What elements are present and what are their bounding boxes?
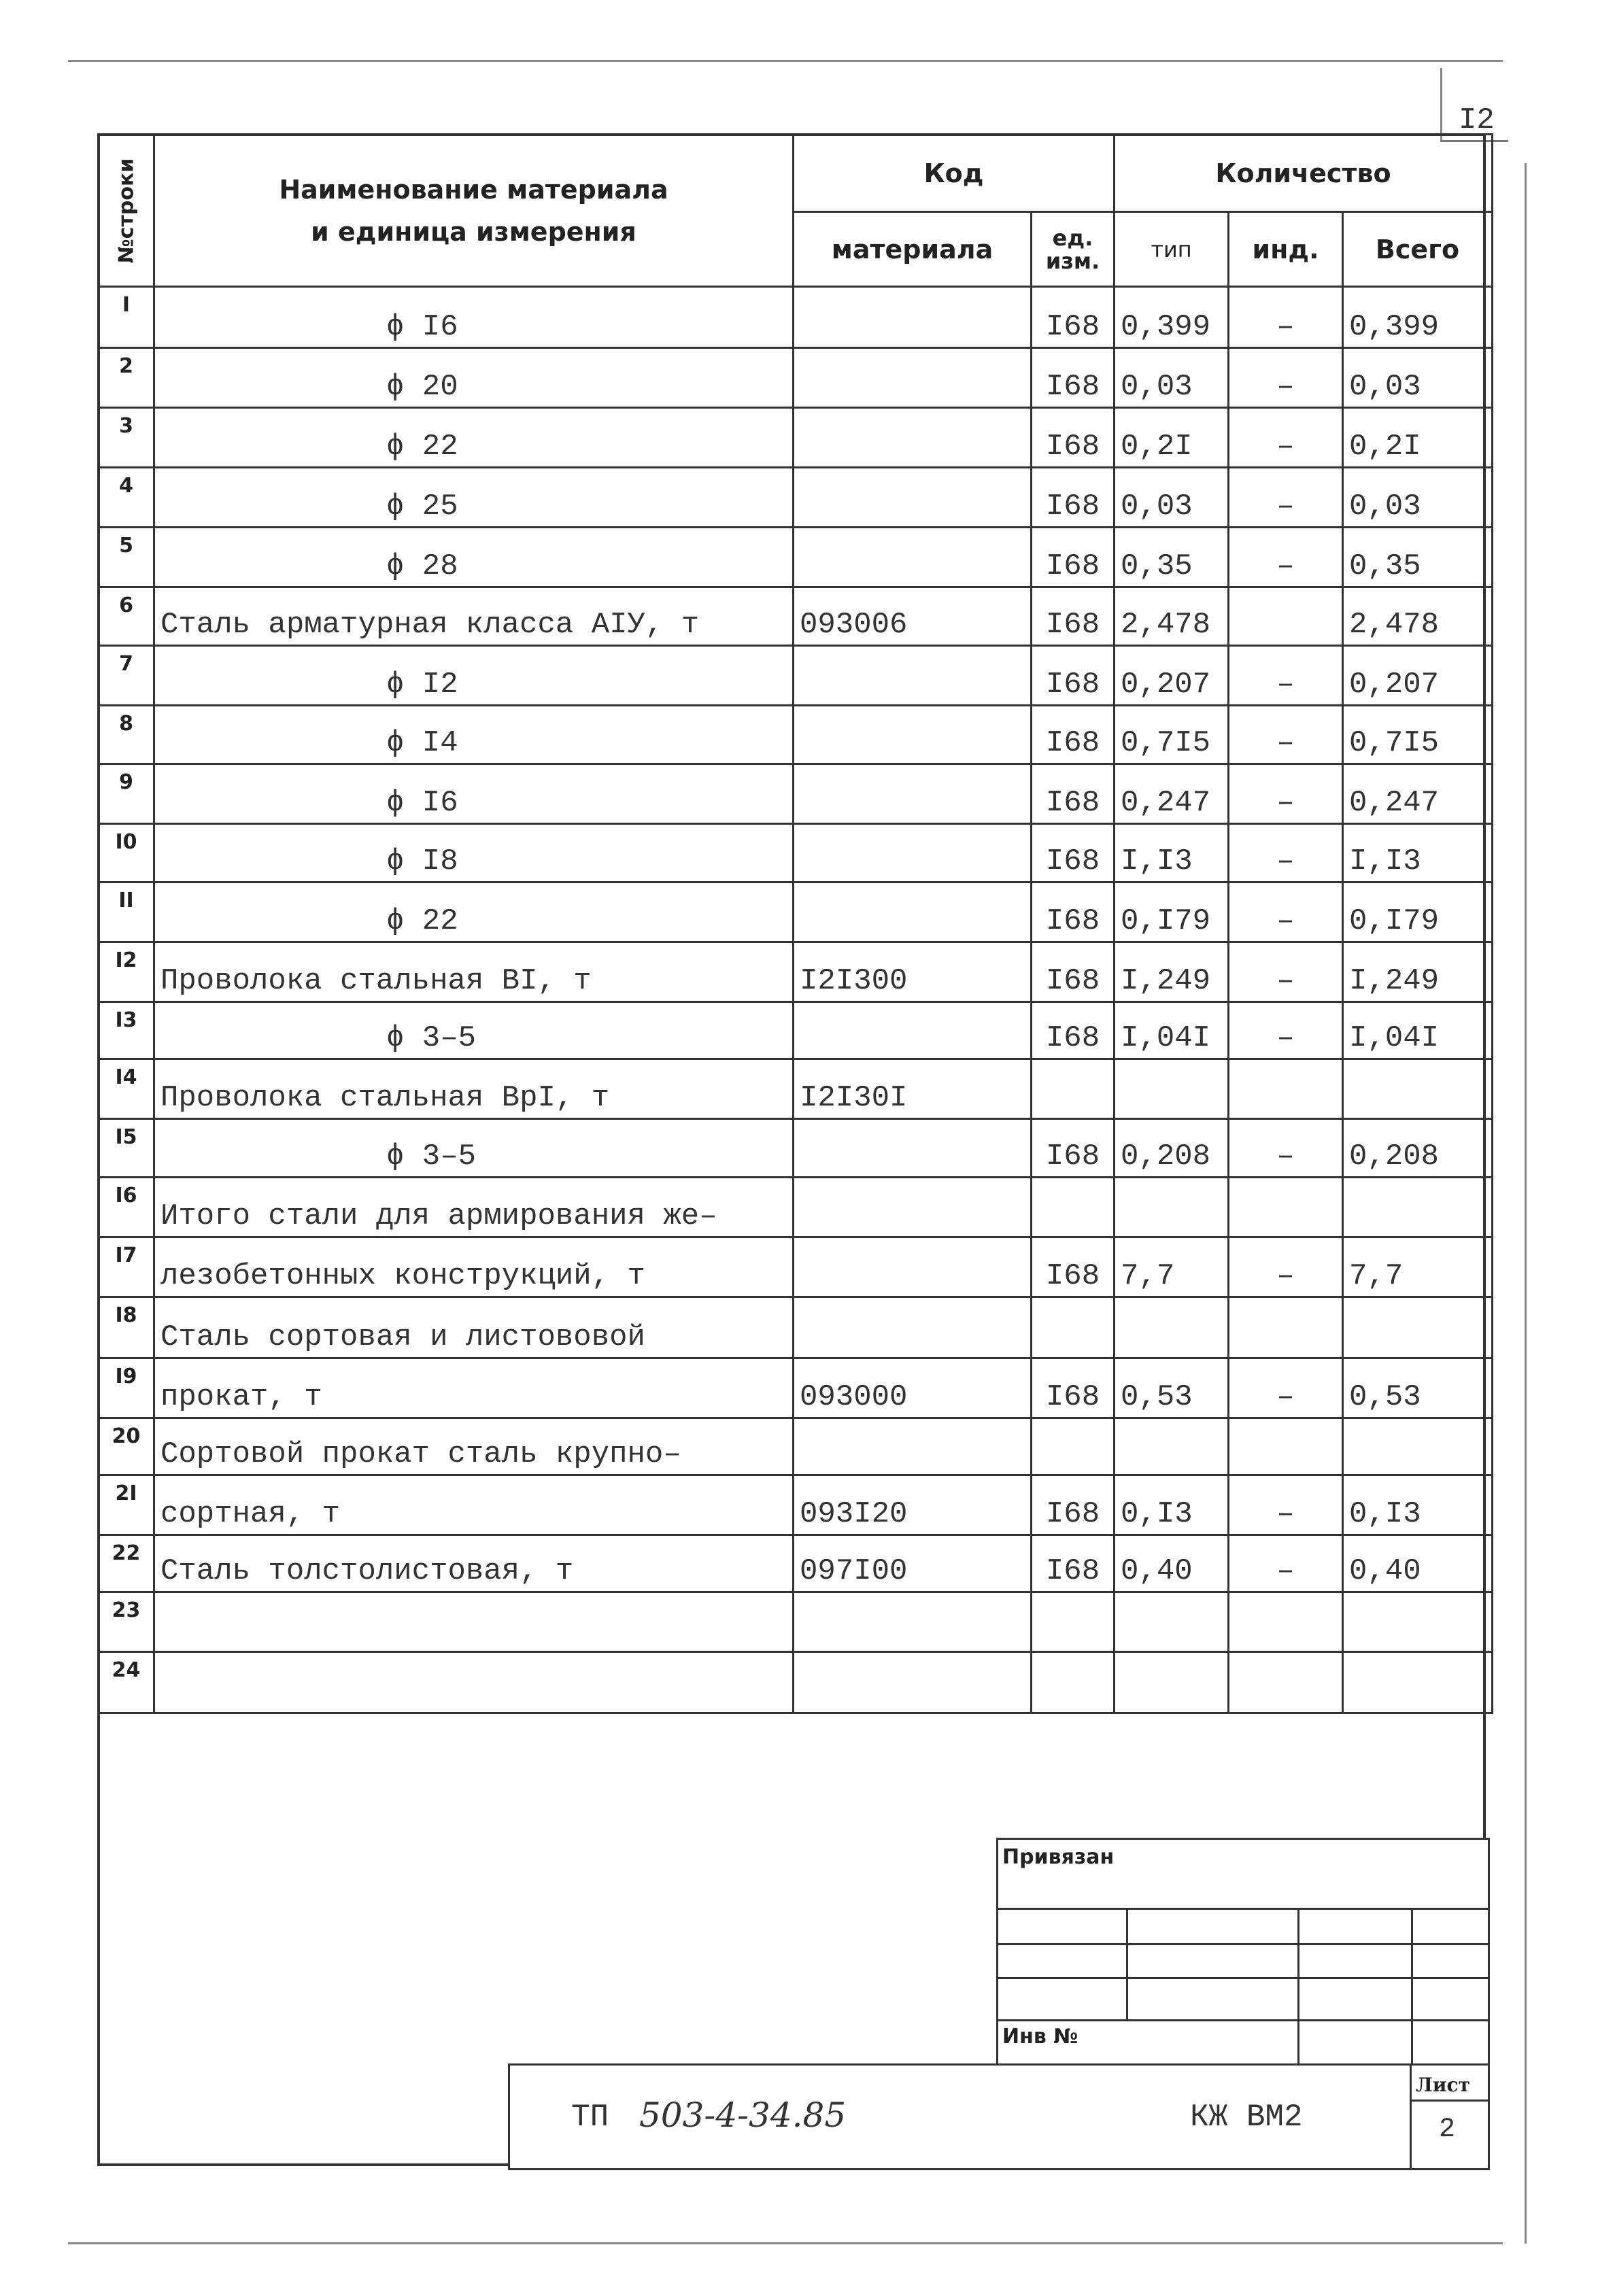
quantity-total-cell: I,I3 <box>1343 824 1493 883</box>
quantity-type-cell: I,I3 <box>1115 824 1229 883</box>
unit-code-cell: I68 <box>1032 706 1115 764</box>
material-name-cell <box>154 1652 794 1713</box>
row-number: I8 <box>99 1297 154 1358</box>
material-code-cell <box>794 883 1032 942</box>
unit-code-cell <box>1032 1059 1115 1119</box>
quantity-individual-cell: – <box>1229 1535 1343 1592</box>
quantity-total-cell: 0,247 <box>1343 764 1493 824</box>
table-row <box>99 1119 1493 1178</box>
materials-table-body <box>99 287 1493 1713</box>
row-number: I9 <box>99 1358 154 1418</box>
quantity-total-cell: 2,478 <box>1343 587 1493 646</box>
material-name-cell: ϕ 28 <box>154 528 794 587</box>
material-name-header-line2: и единица измерения <box>311 216 636 247</box>
quantity-individual-cell: – <box>1229 646 1343 706</box>
quantity-individual-cell <box>1229 1418 1343 1475</box>
quantity-type-cell: I,04I <box>1115 1002 1229 1059</box>
material-name-cell: ϕ 3–5 <box>154 1002 794 1059</box>
material-name-cell: Сталь толстолистовая, т <box>154 1535 794 1592</box>
quantity-type-cell: 2,478 <box>1115 587 1229 646</box>
table-row <box>99 942 1493 1002</box>
unit-code-cell: I68 <box>1032 1535 1115 1592</box>
table-row <box>99 1178 1493 1237</box>
row-number: I2 <box>99 942 154 1002</box>
row-number: 2 <box>99 348 154 408</box>
unit-code-cell: I68 <box>1032 1119 1115 1178</box>
unit-code-cell: I68 <box>1032 468 1115 528</box>
row-number: 4 <box>99 468 154 528</box>
quantity-type-cell: 0,2I <box>1115 408 1229 468</box>
quantity-type-cell <box>1115 1059 1229 1119</box>
unit-code-cell: I68 <box>1032 883 1115 942</box>
quantity-individual-cell: – <box>1229 706 1343 764</box>
material-code-cell <box>794 528 1032 587</box>
quantity-type-cell <box>1115 1652 1229 1713</box>
material-name-cell: Проволока стальная ВI, т <box>154 942 794 1002</box>
table-row <box>99 1059 1493 1119</box>
quantity-total-cell <box>1343 1178 1493 1237</box>
material-code-cell <box>794 1237 1032 1297</box>
material-name-cell: ϕ 22 <box>154 883 794 942</box>
quantity-type-cell <box>1115 1592 1229 1652</box>
quantity-total-cell: 0,7I5 <box>1343 706 1493 764</box>
scan-edge-right <box>1525 163 1527 2244</box>
quantity-type-cell <box>1115 1418 1229 1475</box>
table-row <box>99 764 1493 824</box>
table-row <box>99 1652 1493 1713</box>
material-name-cell: ϕ 20 <box>154 348 794 408</box>
unit-code-cell <box>1032 1418 1115 1475</box>
sheet-label: Лист <box>1416 2074 1470 2096</box>
quantity-type-cell: 0,208 <box>1115 1119 1229 1178</box>
material-name-cell: Сталь арматурная класса АIУ, т <box>154 587 794 646</box>
table-row <box>99 1475 1493 1535</box>
sheet-number-top: I2 <box>1459 103 1495 137</box>
quantity-type-cell: 0,247 <box>1115 764 1229 824</box>
quantity-type-cell: 0,207 <box>1115 646 1229 706</box>
table-row <box>99 587 1493 646</box>
material-name-cell: ϕ I6 <box>154 287 794 348</box>
material-code-cell <box>794 1592 1032 1652</box>
quantity-total-cell: 0,208 <box>1343 1119 1493 1178</box>
material-name-cell: Проволока стальная ВрI, т <box>154 1059 794 1119</box>
doc-mark: КЖ ВМ2 <box>1190 2100 1303 2135</box>
row-number: 5 <box>99 528 154 587</box>
quantity-type-cell: 7,7 <box>1115 1237 1229 1297</box>
quantity-type-cell: 0,40 <box>1115 1535 1229 1592</box>
quantity-individual-cell: – <box>1229 942 1343 1002</box>
row-number: I3 <box>99 1002 154 1059</box>
unit-code-cell: I68 <box>1032 646 1115 706</box>
quantity-individual-cell: – <box>1229 348 1343 408</box>
quantity-individual-cell: – <box>1229 1119 1343 1178</box>
material-name-cell: Сталь сортовая и листововой <box>154 1297 794 1358</box>
unit-code-cell <box>1032 1592 1115 1652</box>
binding-block <box>996 1838 1490 2066</box>
material-code-cell <box>794 468 1032 528</box>
quantity-type-cell: 0,53 <box>1115 1358 1229 1418</box>
unit-code-cell: I68 <box>1032 348 1115 408</box>
material-name-header-line1: Наименование материала <box>279 174 668 205</box>
unit-code-cell: I68 <box>1032 287 1115 348</box>
table-row <box>99 1297 1493 1358</box>
table-row <box>99 824 1493 883</box>
material-code-cell: 093000 <box>794 1358 1032 1418</box>
material-name-cell: ϕ 22 <box>154 408 794 468</box>
quantity-individual-cell <box>1229 1297 1343 1358</box>
material-name-cell: Итого стали для армирования же– <box>154 1178 794 1237</box>
material-name-cell: лезобетонных конструкций, т <box>154 1237 794 1297</box>
binding-rule-3 <box>998 1977 1488 1979</box>
quantity-total-cell: I,04I <box>1343 1002 1493 1059</box>
table-row <box>99 348 1493 408</box>
table-row <box>99 883 1493 942</box>
quantity-total-cell: 0,03 <box>1343 468 1493 528</box>
quantity-total-cell <box>1343 1418 1493 1475</box>
quantity-individual-cell <box>1229 587 1343 646</box>
row-number: 8 <box>99 706 154 764</box>
quantity-group-header: Количество <box>1115 135 1493 212</box>
quantity-individual-cell: – <box>1229 468 1343 528</box>
quantity-type-cell: 0,399 <box>1115 287 1229 348</box>
material-name-cell: ϕ I4 <box>154 706 794 764</box>
unit-code-cell: I68 <box>1032 1237 1115 1297</box>
unit-code-cell <box>1032 1178 1115 1237</box>
row-number: 20 <box>99 1418 154 1475</box>
table-row <box>99 468 1493 528</box>
quantity-type-cell: 0,7I5 <box>1115 706 1229 764</box>
quantity-individual-header: инд. <box>1229 212 1343 287</box>
quantity-type-header: тип <box>1115 212 1229 287</box>
row-number-header <box>99 135 154 287</box>
quantity-individual-cell <box>1229 1178 1343 1237</box>
material-name-cell: ϕ I6 <box>154 764 794 824</box>
quantity-total-cell <box>1343 1059 1493 1119</box>
quantity-individual-cell <box>1229 1652 1343 1713</box>
unit-code-cell: I68 <box>1032 764 1115 824</box>
unit-code-cell: I68 <box>1032 942 1115 1002</box>
material-code-header: материала <box>794 212 1032 287</box>
quantity-total-cell <box>1343 1297 1493 1358</box>
binding-col-2 <box>1297 1908 1299 2066</box>
table-row <box>99 1418 1493 1475</box>
quantity-total-cell: 0,207 <box>1343 646 1493 706</box>
scan-edge-bottom <box>68 2242 1503 2244</box>
material-name-cell: сортная, т <box>154 1475 794 1535</box>
quantity-type-cell: 0,I79 <box>1115 883 1229 942</box>
quantity-individual-cell: – <box>1229 408 1343 468</box>
material-code-cell <box>794 1418 1032 1475</box>
material-name-cell: прокат, т <box>154 1358 794 1418</box>
quantity-individual-cell: – <box>1229 764 1343 824</box>
table-row <box>99 528 1493 587</box>
unit-code-cell: I68 <box>1032 408 1115 468</box>
row-number: I0 <box>99 824 154 883</box>
material-code-cell <box>794 1652 1032 1713</box>
quantity-type-cell <box>1115 1297 1229 1358</box>
material-code-cell <box>794 1119 1032 1178</box>
quantity-individual-cell: – <box>1229 287 1343 348</box>
quantity-individual-cell: – <box>1229 1237 1343 1297</box>
material-code-cell <box>794 706 1032 764</box>
unit-code-cell: I68 <box>1032 824 1115 883</box>
material-code-cell: I2I300 <box>794 942 1032 1002</box>
quantity-type-cell: 0,03 <box>1115 348 1229 408</box>
material-name-cell: ϕ 25 <box>154 468 794 528</box>
quantity-individual-cell <box>1229 1592 1343 1652</box>
material-name-cell: ϕ I2 <box>154 646 794 706</box>
quantity-total-cell: 0,I79 <box>1343 883 1493 942</box>
row-number: 24 <box>99 1652 154 1713</box>
quantity-type-cell: I,249 <box>1115 942 1229 1002</box>
quantity-total-cell: 0,40 <box>1343 1535 1493 1592</box>
quantity-total-cell: 0,I3 <box>1343 1475 1493 1535</box>
quantity-type-cell: 0,35 <box>1115 528 1229 587</box>
row-number: 22 <box>99 1535 154 1592</box>
unit-code-cell: I68 <box>1032 587 1115 646</box>
quantity-total-cell: 0,03 <box>1343 348 1493 408</box>
doc-prefix: ТП <box>571 2100 609 2135</box>
material-name-header <box>154 135 794 287</box>
quantity-individual-cell: – <box>1229 1002 1343 1059</box>
material-code-cell <box>794 408 1032 468</box>
table-row <box>99 1237 1493 1297</box>
material-name-cell <box>154 1592 794 1652</box>
row-number: I6 <box>99 1178 154 1237</box>
stamp-sheet-rule <box>1410 2100 1488 2102</box>
quantity-total-cell: 0,35 <box>1343 528 1493 587</box>
quantity-total-header: Всего <box>1343 212 1493 287</box>
binding-col-3 <box>1411 1908 1413 2066</box>
quantity-total-cell: 0,2I <box>1343 408 1493 468</box>
binding-rule-2 <box>998 1943 1488 1945</box>
material-code-cell <box>794 824 1032 883</box>
binding-label: Привязан <box>1002 1845 1115 1869</box>
material-name-cell: ϕ 3–5 <box>154 1119 794 1178</box>
row-number: I4 <box>99 1059 154 1119</box>
material-code-cell <box>794 1002 1032 1059</box>
quantity-total-cell <box>1343 1592 1493 1652</box>
code-group-header: Код <box>794 135 1115 212</box>
material-code-cell <box>794 646 1032 706</box>
row-number: II <box>99 883 154 942</box>
material-name-cell: Сортовой прокат сталь крупно– <box>154 1418 794 1475</box>
material-code-cell: 097I00 <box>794 1535 1032 1592</box>
quantity-individual-cell: – <box>1229 824 1343 883</box>
quantity-individual-cell: – <box>1229 883 1343 942</box>
material-code-cell <box>794 1178 1032 1237</box>
unit-code-cell <box>1032 1297 1115 1358</box>
scan-edge-right-top <box>1440 68 1442 141</box>
unit-code-cell: I68 <box>1032 1358 1115 1418</box>
row-number-header-text: №строки <box>114 158 138 263</box>
quantity-type-cell: 0,I3 <box>1115 1475 1229 1535</box>
material-code-cell <box>794 287 1032 348</box>
material-code-cell <box>794 1297 1032 1358</box>
material-code-cell: I2I30I <box>794 1059 1032 1119</box>
quantity-individual-cell: – <box>1229 1358 1343 1418</box>
table-row <box>99 1592 1493 1652</box>
quantity-total-cell: 0,399 <box>1343 287 1493 348</box>
table-row <box>99 408 1493 468</box>
materials-table <box>97 133 1493 1714</box>
sheet-value: 2 <box>1439 2114 1456 2145</box>
inventory-number-label: Инв № <box>1002 2025 1078 2049</box>
doc-number: 503-4-34.85 <box>639 2095 847 2135</box>
binding-rule-4 <box>998 2019 1488 2021</box>
row-number: 23 <box>99 1592 154 1652</box>
binding-col-1 <box>1126 1908 1128 2019</box>
row-number: 6 <box>99 587 154 646</box>
row-number: I5 <box>99 1119 154 1178</box>
table-row <box>99 646 1493 706</box>
stamp-divider <box>1410 2066 1412 2168</box>
row-number: I <box>99 287 154 348</box>
material-code-cell: 093006 <box>794 587 1032 646</box>
table-row <box>99 1358 1493 1418</box>
quantity-individual-cell: – <box>1229 528 1343 587</box>
binding-rule-1 <box>998 1908 1488 1910</box>
unit-code-header: ед. изм. <box>1032 212 1115 287</box>
table-row <box>99 1002 1493 1059</box>
row-number: 3 <box>99 408 154 468</box>
quantity-total-cell: 0,53 <box>1343 1358 1493 1418</box>
quantity-total-cell <box>1343 1652 1493 1713</box>
quantity-total-cell: 7,7 <box>1343 1237 1493 1297</box>
material-code-cell <box>794 764 1032 824</box>
scan-edge-top <box>68 60 1503 62</box>
unit-code-cell: I68 <box>1032 1475 1115 1535</box>
row-number: 2I <box>99 1475 154 1535</box>
unit-code-cell: I68 <box>1032 1002 1115 1059</box>
quantity-type-cell: 0,03 <box>1115 468 1229 528</box>
table-row <box>99 706 1493 764</box>
quantity-type-cell <box>1115 1178 1229 1237</box>
unit-code-cell: I68 <box>1032 528 1115 587</box>
material-name-cell: ϕ I8 <box>154 824 794 883</box>
row-number: I7 <box>99 1237 154 1297</box>
unit-code-cell <box>1032 1652 1115 1713</box>
table-row <box>99 1535 1493 1592</box>
quantity-individual-cell <box>1229 1059 1343 1119</box>
quantity-individual-cell: – <box>1229 1475 1343 1535</box>
row-number: 7 <box>99 646 154 706</box>
material-code-cell: 093I20 <box>794 1475 1032 1535</box>
title-stamp <box>508 2063 1490 2170</box>
material-code-cell <box>794 348 1032 408</box>
row-number: 9 <box>99 764 154 824</box>
quantity-total-cell: I,249 <box>1343 942 1493 1002</box>
table-row <box>99 287 1493 348</box>
